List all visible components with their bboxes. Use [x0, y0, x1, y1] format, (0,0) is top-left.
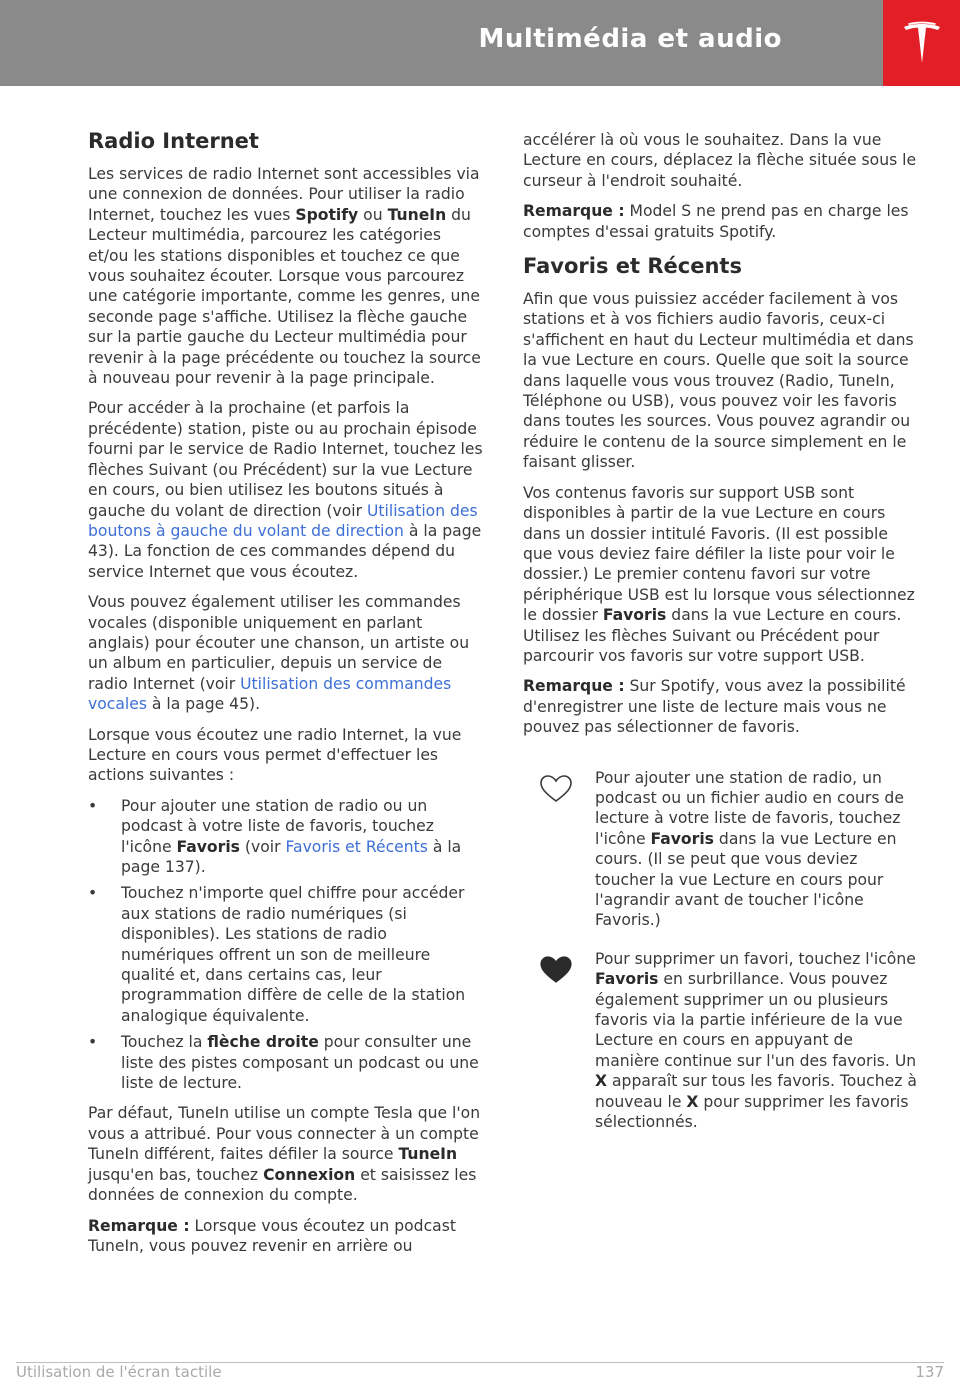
- list-item: [88, 1032, 483, 1093]
- text-bold: flèche droite: [207, 1033, 319, 1052]
- link-steering-buttons[interactable]: Utilisation des boutons à gauche du volant de direction: [88, 501, 478, 540]
- note-label: Remarque :: [523, 677, 625, 696]
- text: Pour ajouter une station de radio ou un podcast à votre liste de favoris, touchez l'icône: [121, 796, 434, 856]
- text: Touchez la: [121, 1033, 208, 1052]
- text: jusqu'en bas, touchez: [88, 1165, 264, 1184]
- text: pour consulter une liste des pistes composant un podcast ou une liste de lecture.: [121, 1033, 479, 1093]
- tesla-logo-icon: [902, 21, 942, 65]
- right-column: [523, 130, 918, 1132]
- list-item: [88, 883, 483, 1026]
- note-label: Remarque :: [88, 1216, 190, 1235]
- text-bold: Favoris: [595, 970, 659, 989]
- footer-page-number: 137: [915, 1363, 944, 1381]
- text: pour supprimer les favoris sélectionnés.: [595, 1092, 909, 1132]
- text: Vos contenus favoris sur support USB sont disponibles à partir de la vue Lecture en cours dans un dossier intitulé Favoris. (Il est possible que vous deviez faire défiler la liste pour voir le dossier.) Le premier contenu favori sur votre périphérique USB est lu lorsque vous sélectionnez le dossier: [523, 483, 915, 625]
- text-bold: TuneIn: [398, 1145, 458, 1164]
- text: apparaît sur tous les favoris. Touchez à nouveau le: [595, 1072, 917, 1111]
- bullet-list: [88, 796, 483, 1094]
- list-item: [88, 796, 483, 878]
- text: et saisissez les données de connexion du compte.: [88, 1165, 477, 1205]
- text: dans la vue Lecture en cours. Utilisez les flèches Suivant ou Précédent pour parcourir vos favoris sur votre support USB.: [523, 606, 902, 665]
- header-band: [0, 0, 883, 86]
- paragraph: [88, 164, 483, 388]
- paragraph: [88, 398, 483, 582]
- footer-section-title: Utilisation de l'écran tactile: [16, 1363, 222, 1381]
- text: Touchez n'importe quel chiffre pour accéder aux stations de radio numériques (si disponibles). Les stations de radio numériques offrent un son de meilleure qualité et, dans certains cas, leur programmation diffère de celle de la station analogique équivalente.: [121, 884, 466, 1025]
- text: Pour accéder à la prochaine (et parfois la précédente) station, piste ou au prochain épisode fourni par le service de Radio Internet, touchez les flèches Suivant (ou Précédent) sur la vue Lecture en cours, ou bien utilisez les boutons situés à gauche du volant de direction (voir: [88, 399, 483, 520]
- icon-row-remove-favorite: [523, 949, 918, 1133]
- left-column: [88, 127, 483, 1266]
- text: Sur Spotify, vous avez la possibilité d'enregistrer une liste de lecture mais vous ne pouvez pas sélectionner de favoris.: [523, 677, 906, 737]
- heart-filled-icon: [539, 955, 573, 985]
- paragraph: [523, 483, 918, 667]
- page-title: Multimédia et audio: [478, 24, 782, 54]
- text: Lorsque vous écoutez un podcast TuneIn, vous pouvez revenir en arrière ou: [88, 1216, 456, 1255]
- text: en surbrillance. Vous pouvez également supprimer un ou plusieurs favoris via la partie inférieure de la vue Lecture en cours en appuyant de manière continue sur l'un des favoris. Un: [595, 970, 917, 1070]
- text: à la page 45).: [146, 695, 261, 714]
- text: ou: [358, 205, 388, 224]
- text-bold: Favoris: [650, 829, 714, 848]
- text: Pour supprimer un favori, touchez l'icône: [595, 949, 916, 968]
- note: [523, 676, 918, 737]
- paragraph: Lorsque vous écoutez une radio Internet, la vue Lecture en cours vous permet d'effectuer les actions suivantes :: [88, 725, 462, 785]
- text-bold: Favoris: [602, 606, 667, 625]
- note: [523, 201, 918, 242]
- text: dans la vue Lecture en cours. (Il se peut que vous deviez toucher la vue Lecture en cours pour l'agrandir avant de toucher l'icône Favoris.): [595, 829, 897, 930]
- text: Vous pouvez également utiliser les commandes vocales (disponible uniquement en parlant anglais) pour écouter une chanson, un artiste ou un album en particulier, depuis un service de radio Internet (voir: [88, 593, 470, 693]
- text: Les services de radio Internet sont accessibles via une connexion de données. Pour utiliser la radio Internet, touchez les vues: [88, 165, 480, 224]
- text-bold: Favoris: [176, 837, 240, 856]
- icon-row-text: [595, 768, 918, 931]
- icon-row-add-favorite: [523, 768, 918, 931]
- tesla-logo-icon: [883, 0, 960, 86]
- note: [88, 1216, 483, 1257]
- icon-row-text: [595, 949, 918, 1133]
- text-bold: X: [595, 1072, 608, 1091]
- text: Pour ajouter une station de radio, un podcast ou un fichier audio en cours de lecture à votre liste de favoris, touchez l'icône: [595, 768, 904, 848]
- text: (voir: [239, 837, 286, 856]
- text-bold: Connexion: [263, 1165, 356, 1184]
- text: à la page 137).: [121, 837, 462, 876]
- heart-outline-icon: [539, 774, 573, 804]
- section-heading-radio-internet: Radio Internet: [88, 129, 259, 153]
- link-voice-commands[interactable]: Utilisation des commandes vocales: [88, 674, 452, 714]
- text: Par défaut, TuneIn utilise un compte Tesla que l'on vous a attribué. Pour vous connecter à un compte TuneIn différent, faites défiler la source: [88, 1104, 481, 1164]
- paragraph: accélérer là où vous le souhaitez. Dans la vue Lecture en cours, déplacez la flèche située sous le curseur à l'endroit souhaité.: [523, 131, 917, 190]
- text: du Lecteur multimédia, parcourez les catégories et/ou les stations disponibles et touchez ce que vous souhaitez écouter. Lorsque vous parcourez une catégorie importante, comme les genres, une seconde page s'affiche. Utilisez la flèche gauche sur la partie gauche du Lecteur multimédia pour revenir à la page précédente ou touchez la source à nouveau pour revenir à la page principale.: [88, 205, 481, 388]
- paragraph: Afin que vous puissiez accéder facilement à vos stations et à vos fichiers audio favoris, ceux-ci s'affichent en haut du Lecteur multimédia et dans la vue Lecture en cours. Quelle que soit la source dans laquelle vous vous trouvez (Radio, TuneIn, Téléphone ou USB), vous pouvez voir les favoris dans toutes les sources. Vous pouvez agrandir ou réduire le contenu de la source simplement en le faisant glisser.: [523, 290, 914, 472]
- note-label: Remarque :: [523, 202, 625, 221]
- paragraph: [88, 592, 483, 714]
- text-bold: Spotify: [295, 205, 359, 224]
- text-bold: X: [686, 1092, 699, 1111]
- section-heading-favoris-recents: Favoris et Récents: [523, 254, 742, 279]
- text: à la page 43). La fonction de ces commandes dépend du service Internet que vous écoutez.: [88, 521, 482, 581]
- link-favorites[interactable]: Favoris et Récents: [285, 837, 428, 856]
- paragraph: [88, 1103, 483, 1205]
- text-bold: TuneIn: [387, 205, 447, 224]
- text: Model S ne prend pas en charge les comptes d'essai gratuits Spotify.: [523, 202, 909, 241]
